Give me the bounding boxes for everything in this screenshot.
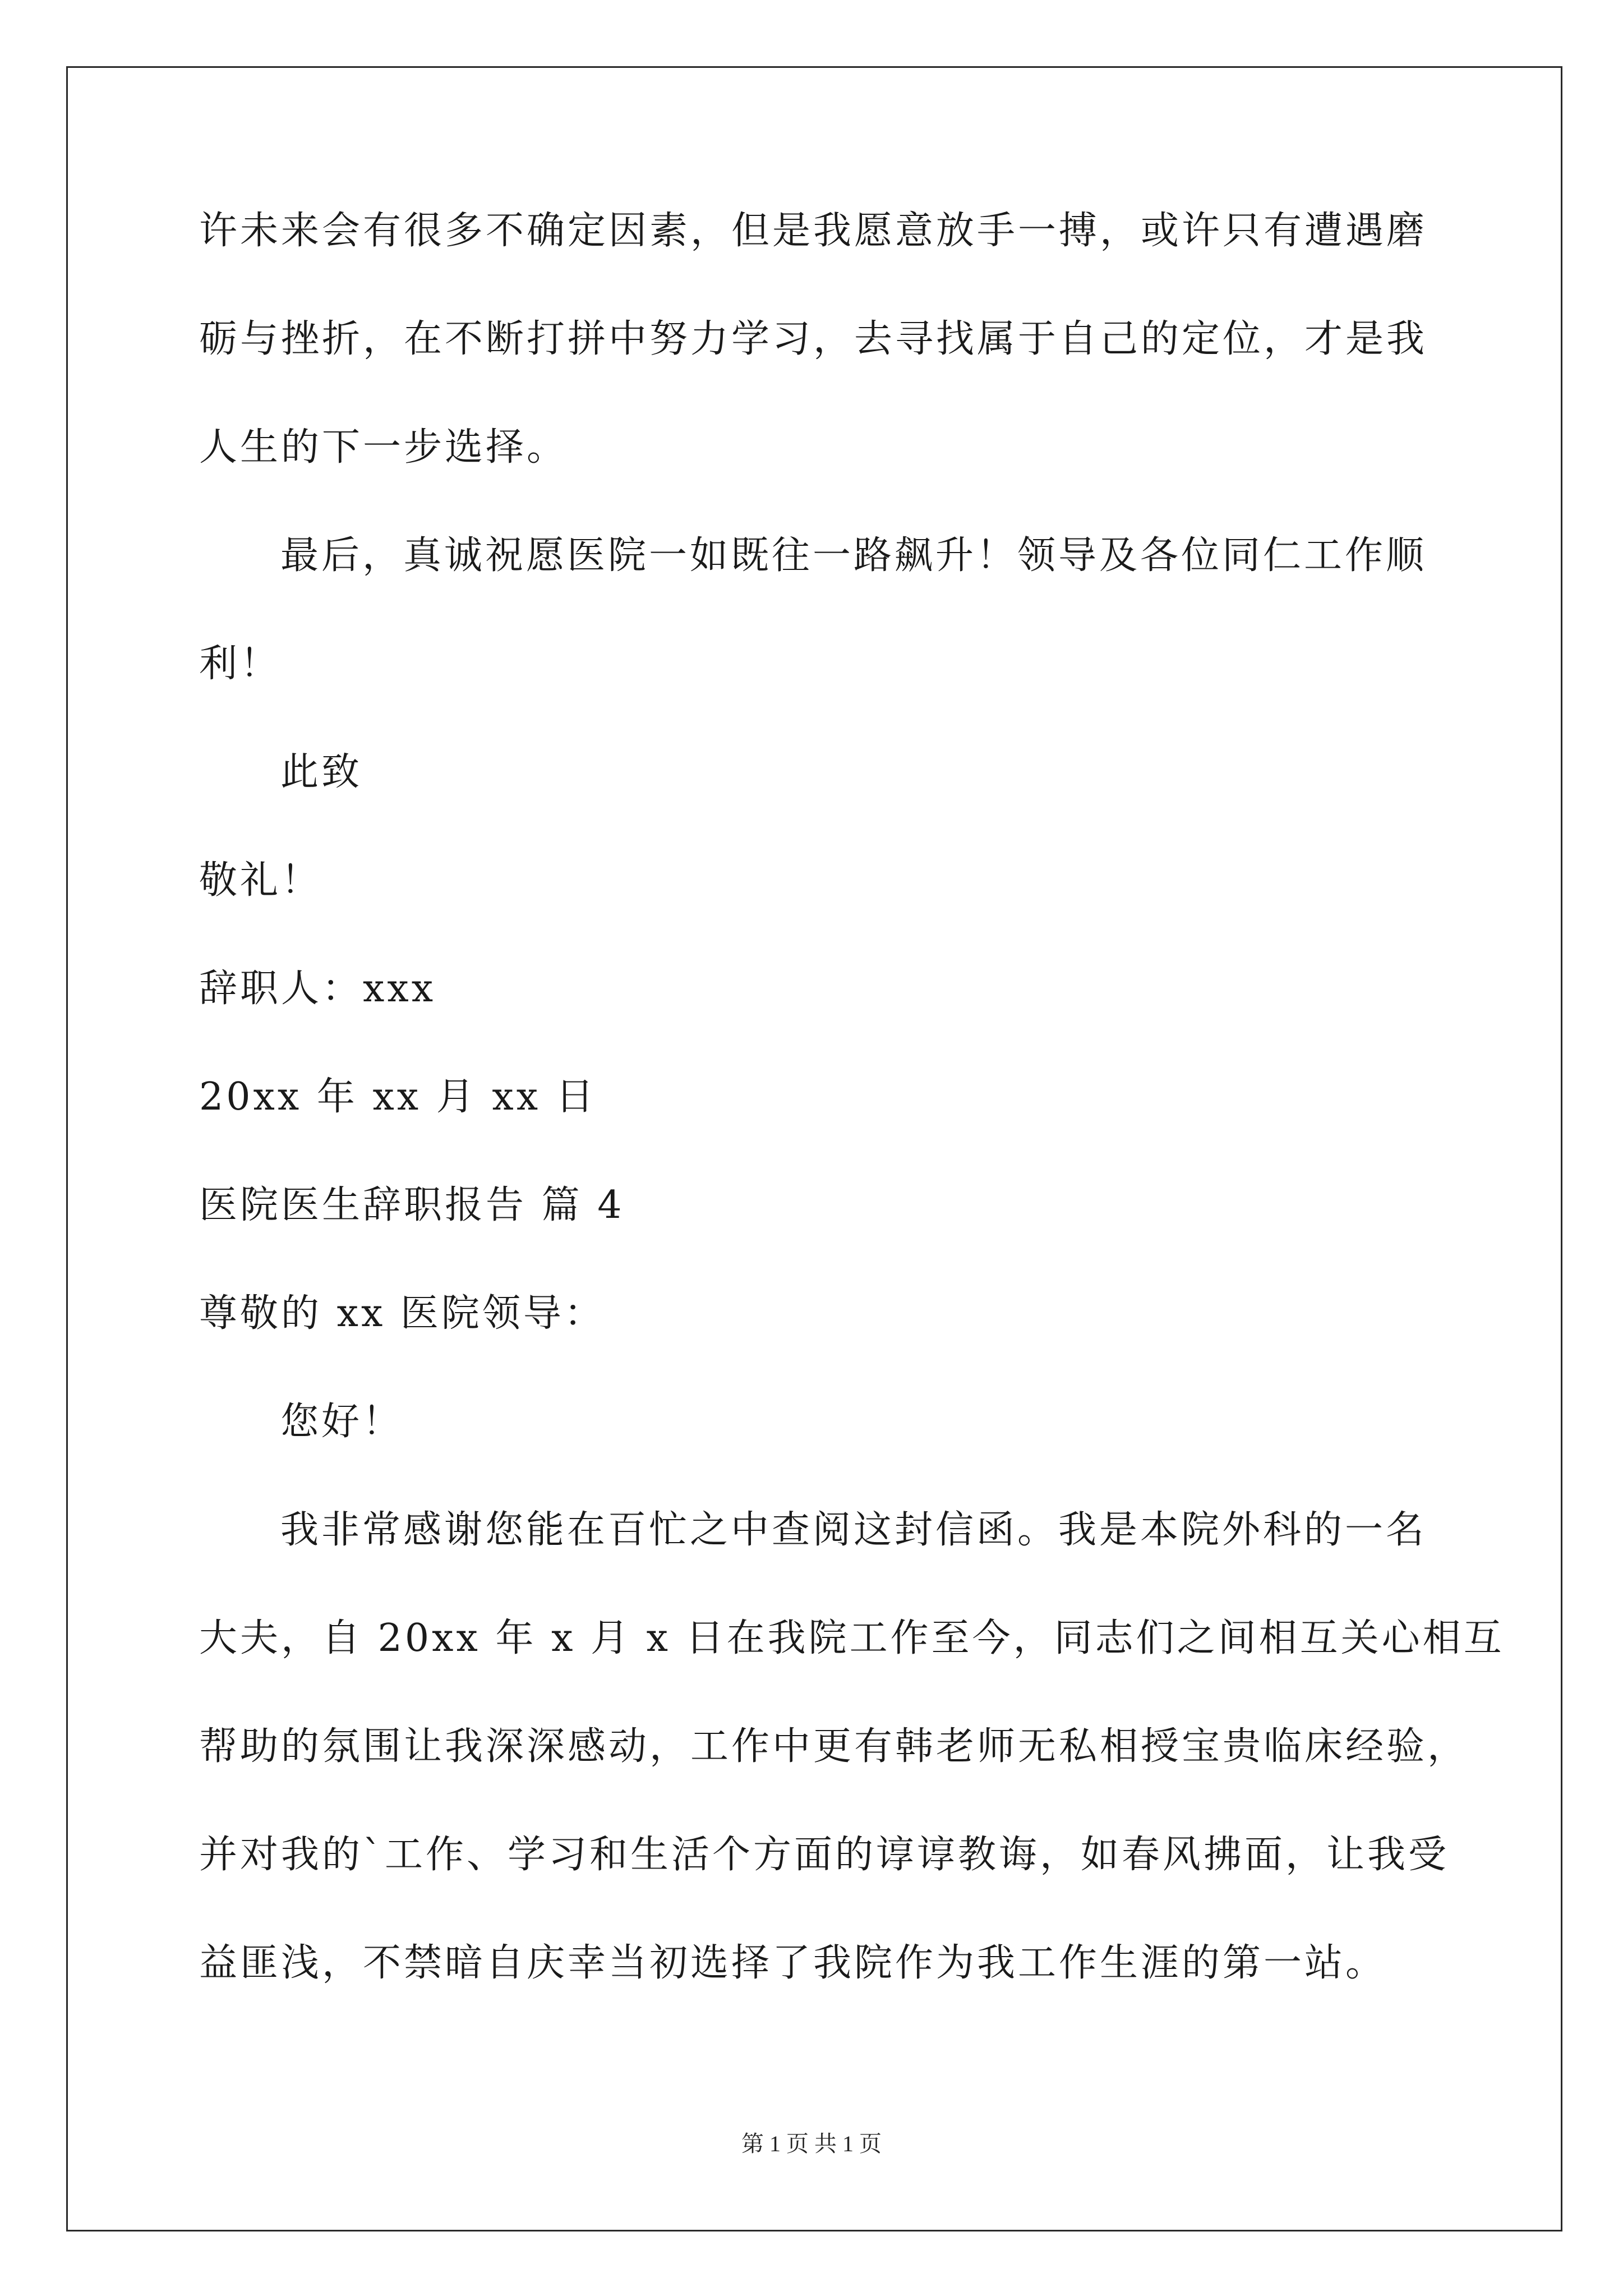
salutation-line: 敬礼！ <box>199 858 322 903</box>
paragraph-line: 大夫，自 20xx 年 x 月 x 日在我院工作至今，同志们之间相互关心相互 <box>199 1616 1505 1660</box>
paragraph-line: 最后，真诚祝愿医院一如既往一路飙升！领导及各位同仁工作顺 <box>280 533 1427 578</box>
paragraph-line: 帮助的氛围让我深深感动，工作中更有韩老师无私相授宝贵临床经验， <box>199 1724 1469 1769</box>
salutation-line: 此致 <box>280 750 363 794</box>
paragraph-line: 利！ <box>199 642 282 686</box>
paragraph-line: 并对我的`工作、学习和生活个方面的谆谆教诲，如春风拂面，让我受 <box>199 1833 1450 1877</box>
paragraph-line: 许未来会有很多不确定因素，但是我愿意放手一搏，或许只有遭遇磨 <box>199 209 1428 253</box>
signature-line: 辞职人：xxx <box>199 967 436 1011</box>
paragraph-line: 砺与挫折，在不断打拼中努力学习，去寻找属于自己的定位，才是我 <box>199 317 1428 361</box>
section-title: 医院医生辞职报告 篇 4 <box>199 1183 625 1227</box>
date-line: 20xx 年 xx 月 xx 日 <box>199 1075 597 1119</box>
paragraph-line: 我非常感谢您能在百忙之中查阅这封信函。我是本院外科的一名 <box>280 1508 1427 1552</box>
greeting-line: 尊敬的 xx 医院领导： <box>199 1291 605 1336</box>
page-number-footer: 第 1 页 共 1 页 <box>741 2131 882 2156</box>
page-border <box>66 66 1562 2231</box>
paragraph-line: 人生的下一步选择。 <box>199 425 568 470</box>
paragraph-line: 益匪浅，不禁暗自庆幸当初选择了我院作为我工作生涯的第一站。 <box>199 1941 1387 1985</box>
greeting-line: 您好！ <box>280 1400 404 1444</box>
